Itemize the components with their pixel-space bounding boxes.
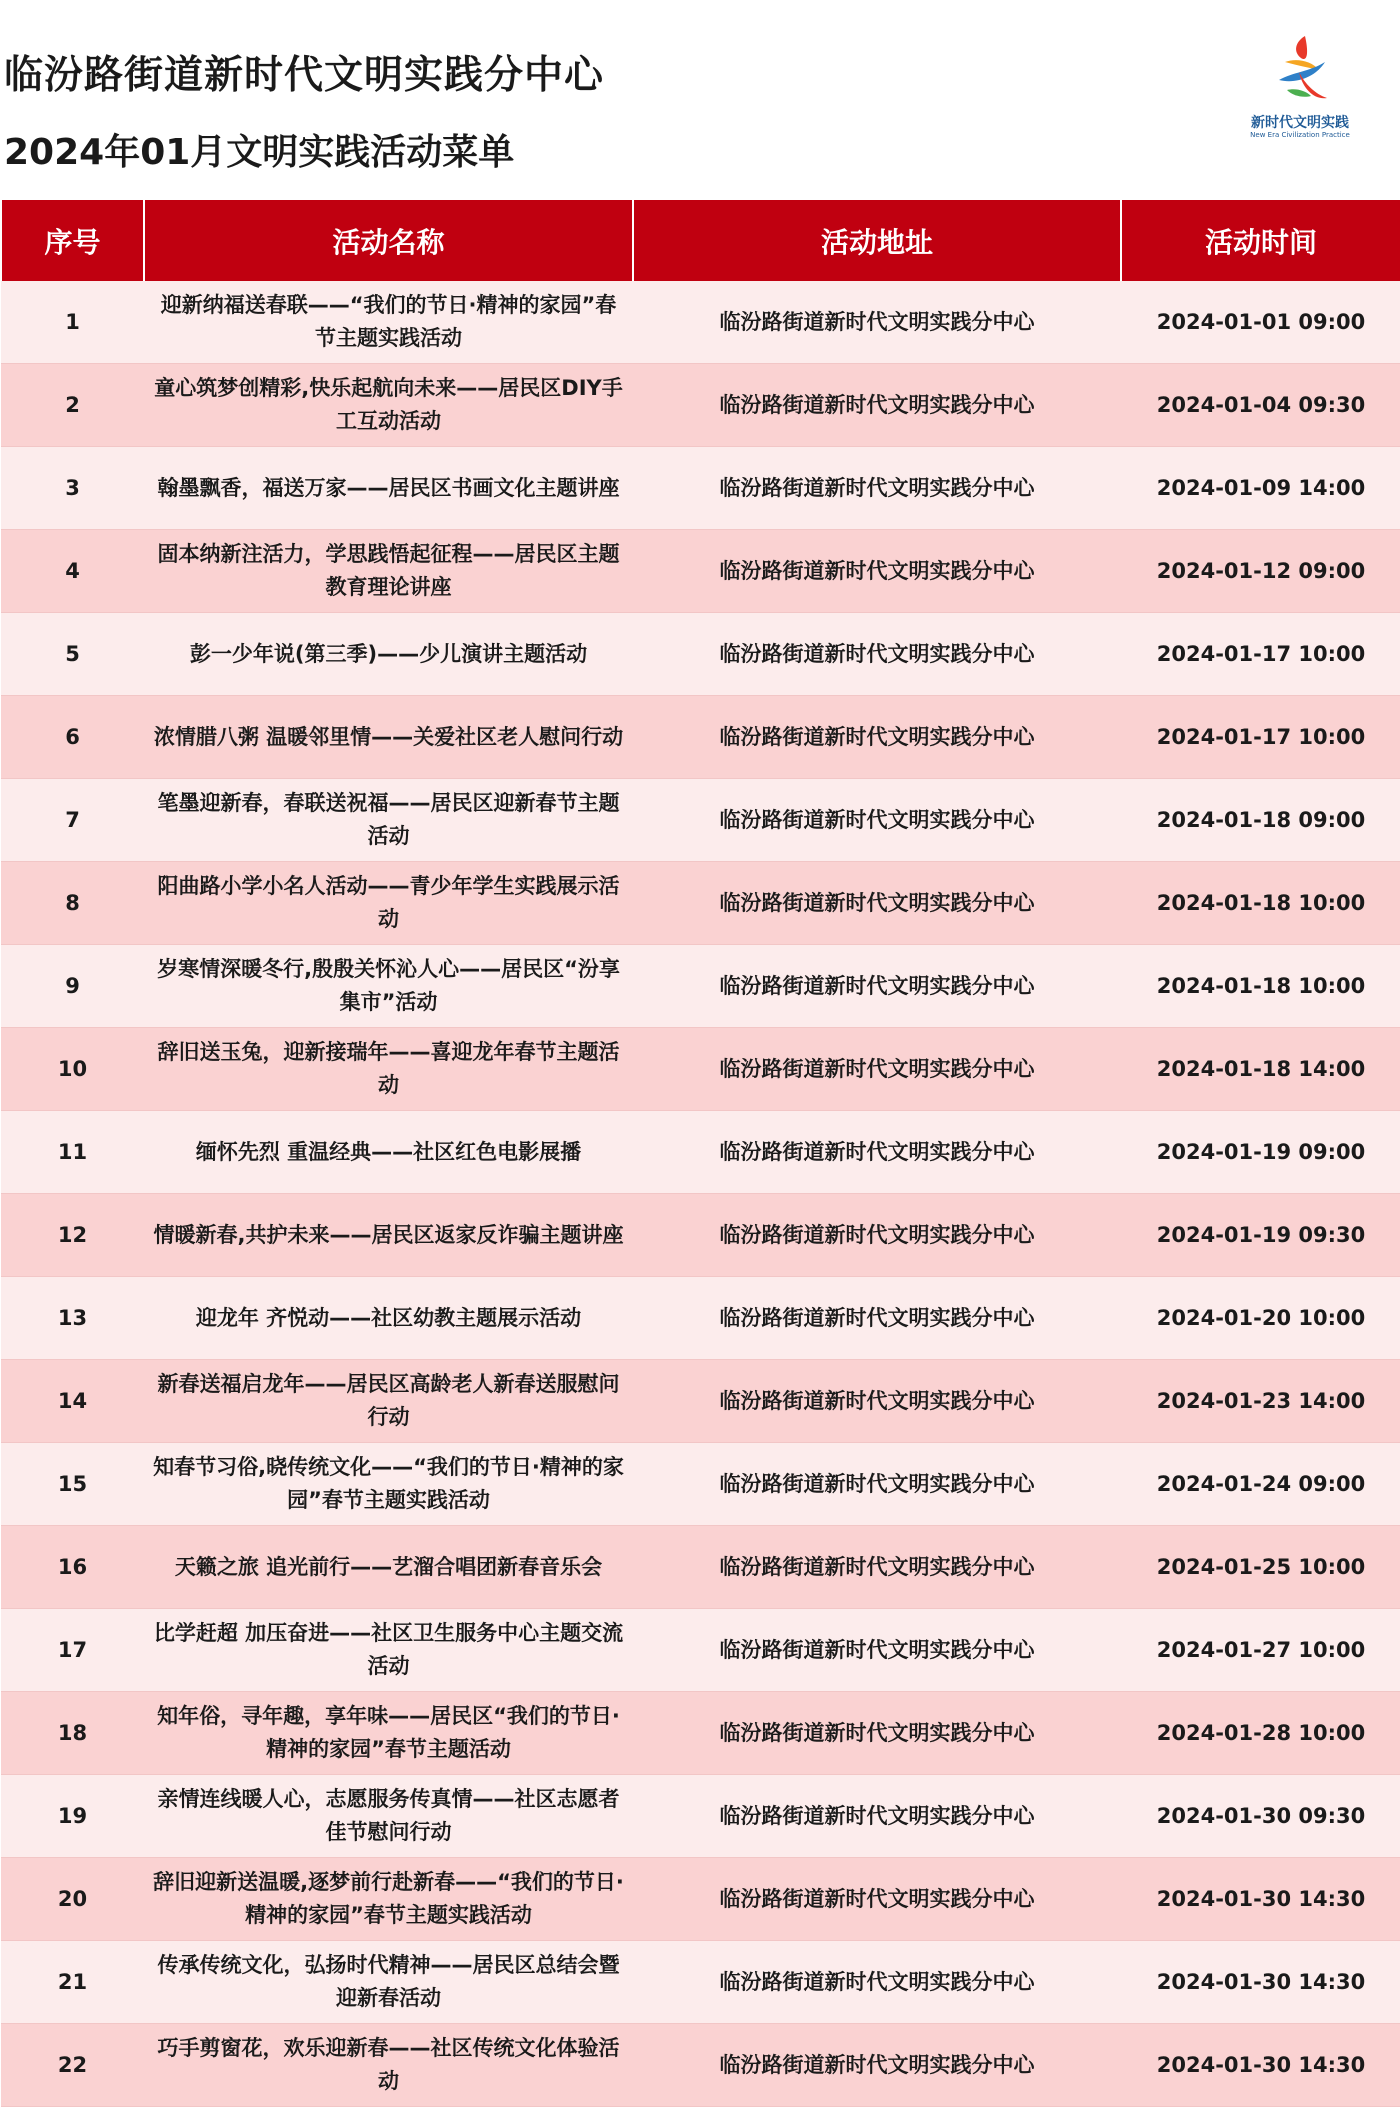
cell-address: 临汾路街道新时代文明实践分中心 <box>633 1609 1121 1692</box>
cell-time: 2024-01-25 10:00 <box>1121 1526 1400 1609</box>
cell-address: 临汾路街道新时代文明实践分中心 <box>633 862 1121 945</box>
table-row <box>1 1858 1400 1941</box>
cell-activity-name: 传承传统文化，弘扬时代精神——居民区总结会暨迎新春活动 <box>144 1941 633 2024</box>
cell-time: 2024-01-17 10:00 <box>1121 696 1400 779</box>
table-row <box>1 1526 1400 1609</box>
cell-time: 2024-01-30 14:30 <box>1121 1858 1400 1941</box>
cell-activity-name: 浓情腊八粥 温暖邻里情——关爱社区老人慰问行动 <box>144 696 633 779</box>
logo-text-cn: 新时代文明实践 <box>1251 115 1349 131</box>
cell-time: 2024-01-19 09:30 <box>1121 1194 1400 1277</box>
table-row <box>1 1941 1400 2024</box>
cell-no: 17 <box>1 1609 144 1692</box>
table-row <box>1 862 1400 945</box>
cell-activity-name: 巧手剪窗花，欢乐迎新春——社区传统文化体验活动 <box>144 2024 633 2107</box>
table-row <box>1 1692 1400 1775</box>
cell-no: 12 <box>1 1194 144 1277</box>
cell-no: 20 <box>1 1858 144 1941</box>
cell-activity-name: 知年俗，寻年趣，享年味——居民区“我们的节日·精神的家园”春节主题活动 <box>144 1692 633 1775</box>
cell-address: 临汾路街道新时代文明实践分中心 <box>633 1941 1121 2024</box>
header-address: 活动地址 <box>633 200 1121 281</box>
cell-no: 11 <box>1 1111 144 1194</box>
cell-time: 2024-01-18 10:00 <box>1121 945 1400 1028</box>
cell-no: 21 <box>1 1941 144 2024</box>
cell-address: 临汾路街道新时代文明实践分中心 <box>633 1858 1121 1941</box>
cell-address: 临汾路街道新时代文明实践分中心 <box>633 945 1121 1028</box>
cell-address: 临汾路街道新时代文明实践分中心 <box>633 530 1121 613</box>
cell-address: 临汾路街道新时代文明实践分中心 <box>633 1360 1121 1443</box>
cell-address: 临汾路街道新时代文明实践分中心 <box>633 281 1121 364</box>
cell-activity-name: 迎新纳福送春联——“我们的节日·精神的家园”春节主题实践活动 <box>144 281 633 364</box>
table-row <box>1 1028 1400 1111</box>
page-title: 临汾路街道新时代文明实践分中心 <box>4 53 605 98</box>
cell-address: 临汾路街道新时代文明实践分中心 <box>633 1443 1121 1526</box>
cell-no: 16 <box>1 1526 144 1609</box>
cell-time: 2024-01-18 14:00 <box>1121 1028 1400 1111</box>
cell-address: 临汾路街道新时代文明实践分中心 <box>633 1277 1121 1360</box>
cell-no: 15 <box>1 1443 144 1526</box>
cell-time: 2024-01-12 09:00 <box>1121 530 1400 613</box>
cell-no: 19 <box>1 1775 144 1858</box>
header-time: 活动时间 <box>1121 200 1400 281</box>
cell-no: 14 <box>1 1360 144 1443</box>
table-row <box>1 1609 1400 1692</box>
table-row <box>1 1443 1400 1526</box>
table-row <box>1 281 1400 364</box>
cell-time: 2024-01-17 10:00 <box>1121 613 1400 696</box>
cell-no: 18 <box>1 1692 144 1775</box>
activity-table <box>0 200 1400 2107</box>
cell-activity-name: 亲情连线暖人心，志愿服务传真情——社区志愿者佳节慰问行动 <box>144 1775 633 1858</box>
table-row <box>1 1277 1400 1360</box>
cell-activity-name: 阳曲路小学小名人活动——青少年学生实践展示活动 <box>144 862 633 945</box>
cell-no: 13 <box>1 1277 144 1360</box>
logo-mark-icon <box>1265 32 1337 108</box>
table-row <box>1 696 1400 779</box>
cell-activity-name: 比学赶超 加压奋进——社区卫生服务中心主题交流活动 <box>144 1609 633 1692</box>
table-row <box>1 364 1400 447</box>
cell-activity-name: 知春节习俗,晓传统文化——“我们的节日·精神的家园”春节主题实践活动 <box>144 1443 633 1526</box>
cell-address: 临汾路街道新时代文明实践分中心 <box>633 613 1121 696</box>
cell-no: 3 <box>1 447 144 530</box>
cell-no: 7 <box>1 779 144 862</box>
cell-address: 临汾路街道新时代文明实践分中心 <box>633 1775 1121 1858</box>
cell-time: 2024-01-09 14:00 <box>1121 447 1400 530</box>
cell-time: 2024-01-19 09:00 <box>1121 1111 1400 1194</box>
cell-time: 2024-01-20 10:00 <box>1121 1277 1400 1360</box>
cell-no: 9 <box>1 945 144 1028</box>
cell-no: 1 <box>1 281 144 364</box>
table-row <box>1 2024 1400 2107</box>
logo <box>1235 32 1365 147</box>
cell-no: 6 <box>1 696 144 779</box>
cell-address: 临汾路街道新时代文明实践分中心 <box>633 696 1121 779</box>
cell-address: 临汾路街道新时代文明实践分中心 <box>633 1526 1121 1609</box>
cell-activity-name: 岁寒情深暖冬行,殷殷关怀沁人心——居民区“汾享集市”活动 <box>144 945 633 1028</box>
cell-address: 临汾路街道新时代文明实践分中心 <box>633 1111 1121 1194</box>
cell-activity-name: 缅怀先烈 重温经典——社区红色电影展播 <box>144 1111 633 1194</box>
page-header <box>0 0 1400 200</box>
table-row <box>1 945 1400 1028</box>
cell-activity-name: 情暖新春,共护未来——居民区返家反诈骗主题讲座 <box>144 1194 633 1277</box>
cell-address: 临汾路街道新时代文明实践分中心 <box>633 779 1121 862</box>
header-name: 活动名称 <box>144 200 633 281</box>
cell-activity-name: 天籁之旅 追光前行——艺溜合唱团新春音乐会 <box>144 1526 633 1609</box>
cell-no: 4 <box>1 530 144 613</box>
cell-activity-name: 童心筑梦创精彩,快乐起航向未来——居民区DIY手工互动活动 <box>144 364 633 447</box>
table-row <box>1 447 1400 530</box>
cell-address: 临汾路街道新时代文明实践分中心 <box>633 1692 1121 1775</box>
cell-address: 临汾路街道新时代文明实践分中心 <box>633 447 1121 530</box>
cell-no: 5 <box>1 613 144 696</box>
cell-no: 10 <box>1 1028 144 1111</box>
table-row <box>1 1775 1400 1858</box>
cell-time: 2024-01-18 09:00 <box>1121 779 1400 862</box>
cell-time: 2024-01-27 10:00 <box>1121 1609 1400 1692</box>
cell-time: 2024-01-30 09:30 <box>1121 1775 1400 1858</box>
cell-time: 2024-01-18 10:00 <box>1121 862 1400 945</box>
cell-activity-name: 彭一少年说(第三季)——少儿演讲主题活动 <box>144 613 633 696</box>
cell-address: 临汾路街道新时代文明实践分中心 <box>633 1194 1121 1277</box>
cell-activity-name: 翰墨飘香，福送万家——居民区书画文化主题讲座 <box>144 447 633 530</box>
cell-activity-name: 辞旧迎新送温暖,逐梦前行赴新春——“我们的节日·精神的家园”春节主题实践活动 <box>144 1858 633 1941</box>
cell-activity-name: 新春送福启龙年——居民区高龄老人新春送服慰问行动 <box>144 1360 633 1443</box>
cell-time: 2024-01-01 09:00 <box>1121 281 1400 364</box>
table-row <box>1 613 1400 696</box>
logo-text-en: New Era Civilization Practice <box>1250 131 1350 139</box>
table-row <box>1 1194 1400 1277</box>
table-row <box>1 1111 1400 1194</box>
cell-address: 临汾路街道新时代文明实践分中心 <box>633 364 1121 447</box>
cell-time: 2024-01-23 14:00 <box>1121 1360 1400 1443</box>
cell-activity-name: 迎龙年 齐悦动——社区幼教主题展示活动 <box>144 1277 633 1360</box>
cell-time: 2024-01-04 09:30 <box>1121 364 1400 447</box>
cell-time: 2024-01-28 10:00 <box>1121 1692 1400 1775</box>
header-no: 序号 <box>1 200 144 281</box>
cell-address: 临汾路街道新时代文明实践分中心 <box>633 2024 1121 2107</box>
page-subtitle: 2024年01月文明实践活动菜单 <box>4 132 515 173</box>
cell-activity-name: 笔墨迎新春，春联送祝福——居民区迎新春节主题活动 <box>144 779 633 862</box>
cell-time: 2024-01-24 09:00 <box>1121 1443 1400 1526</box>
cell-no: 2 <box>1 364 144 447</box>
cell-time: 2024-01-30 14:30 <box>1121 2024 1400 2107</box>
table-row <box>1 779 1400 862</box>
table-header-row <box>1 200 1400 281</box>
cell-no: 22 <box>1 2024 144 2107</box>
cell-time: 2024-01-30 14:30 <box>1121 1941 1400 2024</box>
cell-activity-name: 固本纳新注活力，学思践悟起征程——居民区主题教育理论讲座 <box>144 530 633 613</box>
table-row <box>1 530 1400 613</box>
cell-no: 8 <box>1 862 144 945</box>
cell-address: 临汾路街道新时代文明实践分中心 <box>633 1028 1121 1111</box>
table-row <box>1 1360 1400 1443</box>
cell-activity-name: 辞旧送玉兔，迎新接瑞年——喜迎龙年春节主题活动 <box>144 1028 633 1111</box>
